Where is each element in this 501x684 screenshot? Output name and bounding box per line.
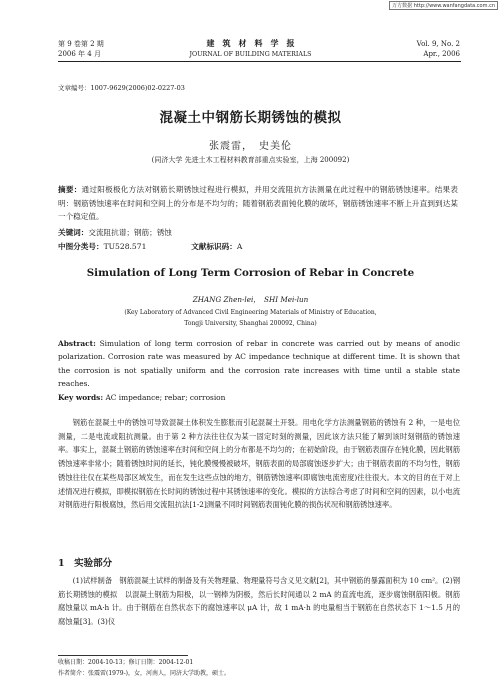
- header-rule: [58, 61, 461, 62]
- watermark-stamp: 万方数据 http://www.wanfangdata.com.cn: [389, 1, 498, 10]
- keywords-en-text: AC impedance; rebar; corrosion: [105, 393, 226, 402]
- journal-title-zh: 建 筑 材 料 学 报: [206, 38, 295, 48]
- abstract-zh-label: 摘要：: [58, 185, 82, 194]
- abstract-en: [58, 337, 460, 391]
- introduction-paragraph: 钢筋在混凝土中的锈蚀可导致混凝土体积发生膨胀而引起混凝土开裂。用电化学方法测量钢筋的锈蚀有 2 种，一是电位测量，二是电流或阻抗测量。由于第 2 种方法往往仅为某一固定时刻的测量，因此该方法只能了解到该时刻钢筋的锈蚀速率。事实上，混凝土钢筋的锈蚀速率在时间和空间上的分布都是不均匀的；在初始阶段，由于钢筋表面存在钝化膜，因此钢筋锈蚀速率非常小；随着锈蚀时间的延长，钝化膜慢慢被破坏，钢筋表面的局部腐蚀逐步扩大；由于钢筋表面的不均匀性，钢筋锈蚀往往仅在某些局部区域发生，而在发生这些点蚀的地方，钢筋锈蚀速率(即腐蚀电流密度)往往很大。本文的目的在于对上述情况进行模拟，即模拟钢筋在长时间的锈蚀过程中其锈蚀速率的变化。模拟的方法综合考虑了时间和空间的因素，以小电流对钢筋进行阳极腐蚀，然后用交流阻抗法[1-2]测量不同时间钢筋表面钝化膜的损伤状况和钢筋锈蚀速率。: [58, 418, 460, 510]
- footnote-rule: [58, 655, 188, 656]
- footnote-received: 收稿日期：2004-10-13；修订日期：2004-12-01: [58, 659, 194, 666]
- section-heading-1: 1 实验部分: [58, 558, 113, 569]
- doc-code-label: 文献标识码：: [191, 242, 237, 251]
- authors-zh: 张震雷， 史美伦: [209, 141, 292, 152]
- abstract-zh: [58, 183, 458, 224]
- abstract-en-label: Abstract:: [58, 339, 96, 348]
- affiliation-en-line1: (Key Laboratory of Advanced Civil Engineering Materials of Ministry of Education,: [124, 309, 377, 316]
- authors-en: ZHANG Zhen-lei， SHI Mei-lun: [192, 295, 309, 304]
- journal-title-en: JOURNAL OF BUILDING MATERIALS: [189, 51, 312, 58]
- footnote-author: 作者简介：张震雷(1979-)，女，河南人，同济大学助教，硕士。: [58, 670, 230, 677]
- header-date: 2006 年 4 月: [58, 50, 101, 58]
- abstract-en-text: Simulation of long term corrosion of rebar in concrete was carried out by means of anodic polarization. Corrosion rate was measured by AC impedance technique at different time. It is shown that the corrosion is not spatially uniform and the corrosion rate increases with time until a stable state reaches.: [58, 339, 460, 389]
- keywords-zh-label: 关键词：: [58, 228, 89, 237]
- title-en: Simulation of Long Term Corrosion of Rebar in Concrete: [86, 267, 415, 279]
- header-volume-en: Vol. 9, No. 2: [416, 40, 460, 48]
- class-label: 中图分类号：: [58, 242, 104, 251]
- title-zh: 混凝土中钢筋长期锈蚀的模拟: [159, 110, 342, 126]
- affiliation-zh: (同济大学 先进土木工程材料教育部重点实验室，上海 200092): [151, 156, 350, 164]
- classification-zh: [58, 241, 242, 252]
- article-number: 文章编号：1007-9629(2006)02-0227-03: [58, 84, 185, 92]
- affiliation-en-line2: Tongji University, Shanghai 200092, China): [184, 320, 317, 327]
- keywords-en-label: Key words:: [58, 393, 104, 402]
- header-volume: 第 9 卷第 2 期: [58, 40, 104, 48]
- section-1-paragraph: (1)试样制备 钢筋混凝土试样的制备及有关物理量、物理量符号含义见文献[2]，其中钢筋的暴露面积为 10 cm²。(2)钢筋长期锈蚀的模拟 以混凝土钢筋为阳极，以一钢棒为阴极，然后长时间通以 2 mA 的直流电流，逐步腐蚀钢筋阳极。钢筋腐蚀量以 mA·h 计。由于钢筋在自然状态下的腐蚀速率以 μA 计，故 1 mA·h 的电量相当于钢筋在自然状态下 1～1.5 月的腐蚀量[3]。(3)仪: [58, 576, 460, 627]
- doc-code: A: [236, 242, 243, 251]
- keywords-zh-text: 交流阻抗谱；钢筋；锈蚀: [88, 228, 172, 237]
- keywords-en: [58, 393, 225, 402]
- keywords-zh: [58, 227, 172, 238]
- abstract-zh-text: 通过阳极极化方法对钢筋长期锈蚀过程进行模拟，并用交流阻抗方法测量在此过程中的钢筋锈蚀速率。结果表明：钢筋锈蚀速率在时间和空间上的分布是不均匀的；随着钢筋表面钝化膜的破坏，钢筋锈蚀速率不断上升直到到达某一个稳定值。: [58, 185, 458, 222]
- class-code: TU528.571: [103, 242, 147, 251]
- header-date-en: Apr., 2006: [423, 50, 460, 58]
